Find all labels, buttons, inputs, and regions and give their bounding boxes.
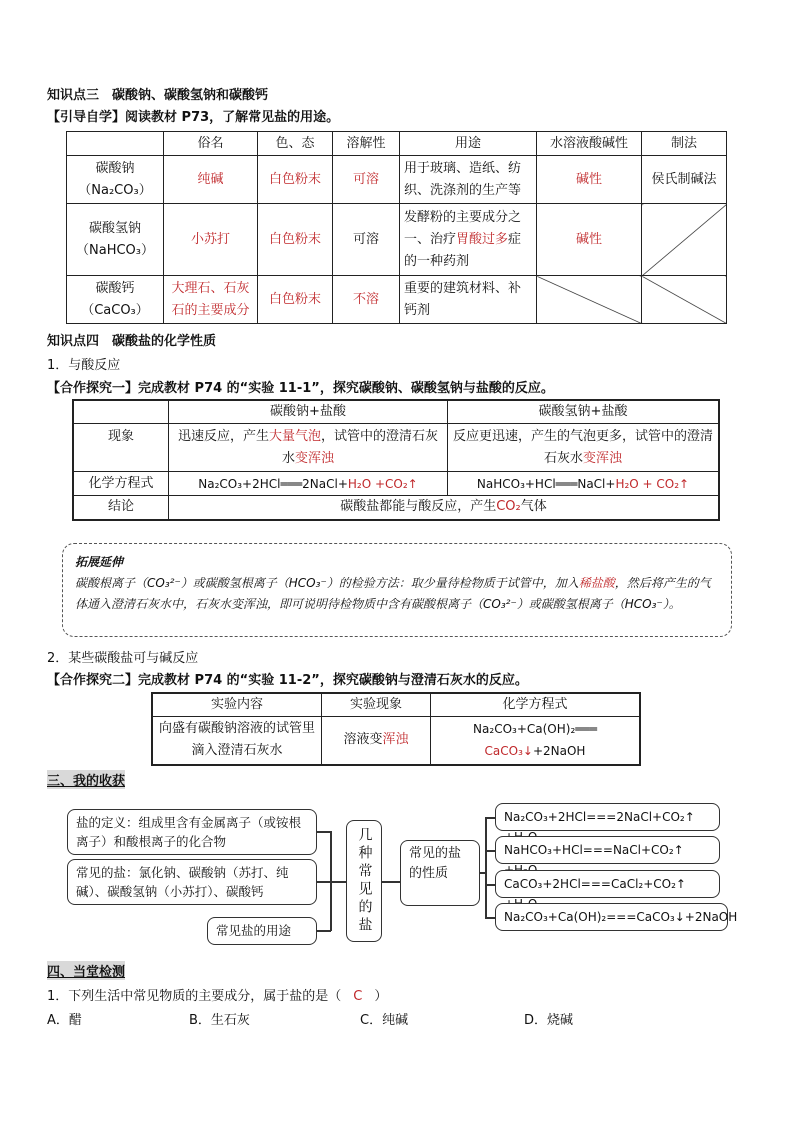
th-ph: 水溶液酸碱性 <box>537 132 642 156</box>
th-eq: 化学方程式 <box>431 693 641 717</box>
guide-prefix: 【引导自学】 <box>47 110 126 125</box>
option-c: C．纯碱 <box>360 1013 409 1028</box>
empty-cell <box>642 276 727 324</box>
row-phen: 现象 <box>73 424 169 472</box>
th-blank <box>67 132 164 156</box>
connector <box>485 817 495 819</box>
salt-use: 用于玻璃、造纸、纺织、洗涤剂的生产等 <box>400 156 537 204</box>
coop1-line <box>47 377 554 396</box>
connector <box>485 884 495 886</box>
question-1: 1．下列生活中常见物质的主要成分，属于盐的是（ C ） <box>47 989 388 1004</box>
t3-content: 向盛有碳酸钠溶液的试管里滴入澄清石灰水 <box>152 717 322 765</box>
connector <box>485 850 495 852</box>
salt-color: 白色粉末 <box>258 204 333 276</box>
salt-alias: 小苏打 <box>164 204 258 276</box>
connector <box>485 817 487 917</box>
connector <box>317 831 331 833</box>
table-row <box>73 472 719 496</box>
row-eq: 化学方程式 <box>73 472 169 496</box>
extension-box <box>62 543 732 637</box>
guide-line <box>47 106 339 125</box>
common-box: 常见的盐：氯化钠、碳酸钠（苏打、纯碱）、碳酸氢钠（小苏打）、碳酸钙 <box>67 859 317 905</box>
salt-alias: 纯碱 <box>164 156 258 204</box>
answer: C <box>353 989 363 1004</box>
t3-phen: 溶液变浑浊 <box>322 717 431 765</box>
th-col-b: 碳酸氢钠+盐酸 <box>448 400 720 424</box>
coop2-text: 完成教材 P74 的“实验 11-2”，探究碳酸钠与澄清石灰水的反应。 <box>138 673 528 688</box>
check-title: 四、当堂检测 <box>47 961 125 980</box>
option-d: D．烧碱 <box>524 1013 574 1028</box>
phen-a: 迅速反应，产生大量气泡，试管中的澄清石灰水变浑浊 <box>169 424 448 472</box>
option-a: A．醋 <box>47 1013 82 1028</box>
table-row <box>67 156 727 204</box>
base-table <box>151 692 641 766</box>
th-content: 实验内容 <box>152 693 322 717</box>
eq-b: NaHCO₃+HCl═══NaCl+H₂O + CO₂↑ <box>448 472 720 496</box>
salt-sol: 可溶 <box>333 204 400 276</box>
conclusion: 碳酸盐都能与酸反应，产生CO₂气体 <box>169 496 720 520</box>
salt-use: 重要的建筑材料、补钙剂 <box>400 276 537 324</box>
row-conc: 结论 <box>73 496 169 520</box>
coop2-line <box>47 669 528 688</box>
table-row <box>67 276 727 324</box>
eq-box-2: NaHCO₃+HCl===NaCl+CO₂↑ <box>495 836 720 864</box>
section-title-k4: 知识点四 碳酸盐的化学性质 <box>47 334 217 349</box>
th-color: 色、态 <box>258 132 333 156</box>
ext-title: 拓展延伸 <box>75 555 124 569</box>
subsection-1: 1．与酸反应 <box>47 358 121 373</box>
th-sol: 溶解性 <box>333 132 400 156</box>
salt-name: 碳酸氢钠 （NaHCO₃） <box>67 204 164 276</box>
phen-b: 反应更迅速，产生的气泡更多，试管中的澄清石灰水变浑浊 <box>448 424 720 472</box>
table-row <box>73 424 719 472</box>
center-box: 几种常见的盐 <box>346 820 382 942</box>
coop2-prefix: 【合作探究二】 <box>47 673 139 688</box>
t3-eq: Na₂CO₃+Ca(OH)₂═══ CaCO₃↓+2NaOH <box>431 717 641 765</box>
th-col-a: 碳酸钠+盐酸 <box>169 400 448 424</box>
th-use: 用途 <box>400 132 537 156</box>
acid-table <box>72 399 720 521</box>
table-row <box>67 204 727 276</box>
connector <box>317 930 331 932</box>
coop1-prefix: 【合作探究一】 <box>47 381 139 396</box>
salt-name: 碳酸钠 （Na₂CO₃） <box>67 156 164 204</box>
th-blank <box>73 400 169 424</box>
connector <box>485 917 495 919</box>
salt-make: 侯氏制碱法 <box>642 156 727 204</box>
eq-box-4: Na₂CO₃+Ca(OH)₂===CaCO₃↓+2NaOH <box>495 903 728 931</box>
connector <box>382 881 400 883</box>
table-row <box>73 496 719 520</box>
props-box: 常见的盐的性质 <box>400 840 480 906</box>
salt-use: 发酵粉的主要成分之一、治疗胃酸过多症的一种药剂 <box>400 204 537 276</box>
th-make: 制法 <box>642 132 727 156</box>
connector <box>317 881 331 883</box>
guide-text: 阅读教材 P73，了解常见盐的用途。 <box>125 110 340 125</box>
ext-text: 碳酸根离子（CO₃²⁻）或碳酸氢根离子（HCO₃⁻）的检验方法：取少量待检物质于试管中，加入稀盐酸，然后将产生的气体通入澄清石灰水中，石灰水变浑浊，即可说明待检物质中含有碳酸根离子（CO₃²⁻）或碳酸氢根离子（HCO₃⁻）。 <box>75 576 711 611</box>
salt-sol: 不溶 <box>333 276 400 324</box>
salt-ph: 碱性 <box>537 204 642 276</box>
def-box: 盐的定义：组成里含有金属离子（或铵根离子）和酸根离子的化合物 <box>67 809 317 855</box>
coop1-text: 完成教材 P74 的“实验 11-1”，探究碳酸钠、碳酸氢钠与盐酸的反应。 <box>138 381 554 396</box>
table-row <box>152 717 640 765</box>
empty-cell <box>537 276 642 324</box>
empty-cell <box>642 204 727 276</box>
eq-box-3: CaCO₃+2HCl===CaCl₂+CO₂↑ <box>495 870 720 898</box>
gain-title: 三、我的收获 <box>47 770 125 789</box>
option-b: B．生石灰 <box>189 1013 250 1028</box>
salt-ph: 碱性 <box>537 156 642 204</box>
salt-sol: 可溶 <box>333 156 400 204</box>
salt-alias: 大理石、石灰石的主要成分 <box>164 276 258 324</box>
connector <box>330 881 346 883</box>
salt-table <box>66 131 727 324</box>
uses-box: 常见盐的用途 <box>207 917 317 945</box>
salt-color: 白色粉末 <box>258 156 333 204</box>
eq-box-1: Na₂CO₃+2HCl===2NaCl+CO₂↑ <box>495 803 720 831</box>
subsection-2: 2．某些碳酸盐可与碱反应 <box>47 651 199 666</box>
section-title-k3: 知识点三 碳酸钠、碳酸氢钠和碳酸钙 <box>47 88 269 103</box>
salt-name: 碳酸钙 （CaCO₃） <box>67 276 164 324</box>
th-phen: 实验现象 <box>322 693 431 717</box>
th-alias: 俗名 <box>164 132 258 156</box>
eq-a: Na₂CO₃+2HCl═══2NaCl+H₂O +CO₂↑ <box>169 472 448 496</box>
salt-color: 白色粉末 <box>258 276 333 324</box>
